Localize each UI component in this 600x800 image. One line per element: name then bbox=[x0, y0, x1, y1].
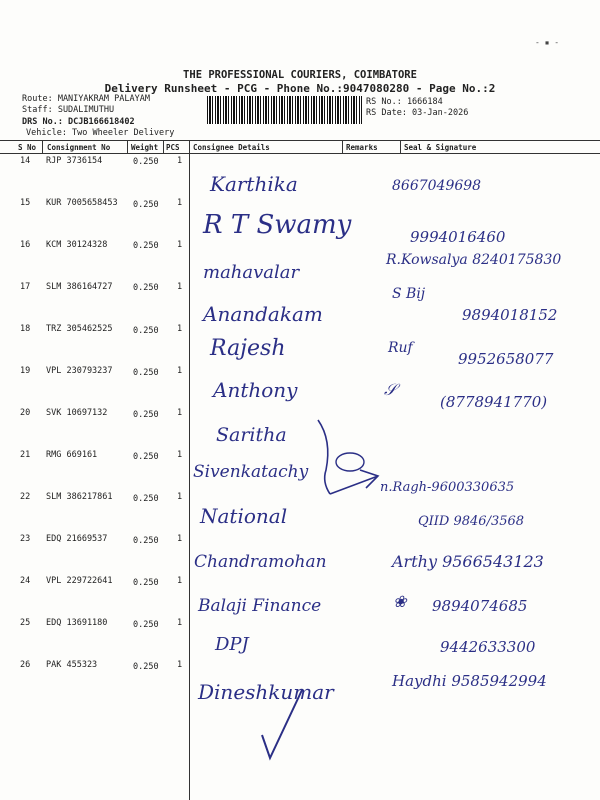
row-sno: 21 bbox=[20, 450, 31, 460]
consignee-handwriting: Anthony bbox=[213, 378, 298, 402]
row-sno: 25 bbox=[20, 618, 31, 628]
signature-handwriting: (8778941770) bbox=[440, 393, 548, 411]
row-sno: 14 bbox=[20, 156, 31, 166]
row-weight: 0.250 bbox=[133, 326, 159, 336]
consignee-handwriting: Balaji Finance bbox=[198, 596, 322, 616]
row-consignment: VPL 230793237 bbox=[46, 366, 113, 376]
row-pcs: 1 bbox=[177, 408, 183, 418]
seal-scribble: ❀ bbox=[393, 592, 407, 611]
row-consignment: SLM 386217861 bbox=[46, 492, 113, 502]
row-sno: 18 bbox=[20, 324, 31, 334]
route-label: Route: MANIYAKRAM PALAYAM bbox=[22, 94, 150, 104]
consignee-handwriting: Dineshkumar bbox=[198, 680, 334, 704]
signature-handwriting: R.Kowsalya 8240175830 bbox=[386, 252, 562, 268]
signature-handwriting: 9442633300 bbox=[440, 638, 536, 656]
row-sno: 19 bbox=[20, 366, 31, 376]
row-weight: 0.250 bbox=[133, 494, 159, 504]
row-pcs: 1 bbox=[177, 576, 183, 586]
col-consignee: Consignee Details bbox=[193, 143, 270, 152]
row-pcs: 1 bbox=[177, 156, 183, 166]
consignee-handwriting: Sivenkatachy bbox=[193, 462, 309, 482]
row-weight: 0.250 bbox=[133, 452, 159, 462]
seal-scribble: QIID 9846/3568 bbox=[418, 514, 525, 529]
seal-scribble: S Bij bbox=[392, 286, 426, 302]
signature-handwriting: 8667049698 bbox=[392, 178, 482, 194]
runsheet-subtitle: Delivery Runsheet - PCG - Phone No.:9047080280 - Page No.:2 bbox=[104, 82, 496, 95]
col-consignment: Consignment No bbox=[47, 143, 111, 152]
row-sno: 17 bbox=[20, 282, 31, 292]
rs-number: RS No.: 1666184 bbox=[366, 97, 443, 107]
drs-number: DRS No.: DCJB166618402 bbox=[22, 117, 135, 127]
checkmark-stroke bbox=[262, 690, 302, 758]
row-pcs: 1 bbox=[177, 282, 183, 292]
signature-handwriting: 9994016460 bbox=[410, 228, 506, 246]
row-consignment: RMG 669161 bbox=[46, 450, 98, 460]
row-weight: 0.250 bbox=[133, 200, 159, 210]
col-remarks: Remarks bbox=[346, 143, 378, 152]
row-weight: 0.250 bbox=[133, 241, 159, 251]
row-weight: 0.250 bbox=[133, 536, 159, 546]
col-weight: Weight bbox=[131, 143, 159, 152]
consignee-handwriting: Saritha bbox=[216, 424, 287, 446]
row-weight: 0.250 bbox=[133, 620, 159, 630]
row-consignment: VPL 229722641 bbox=[46, 576, 113, 586]
consignee-handwriting: Rajesh bbox=[210, 336, 286, 361]
row-consignment: RJP 3736154 bbox=[46, 156, 103, 166]
signature-handwriting: 9894074685 bbox=[432, 597, 528, 615]
row-consignment: SVK 10697132 bbox=[46, 408, 108, 418]
row-weight: 0.250 bbox=[133, 410, 159, 420]
circle-stroke bbox=[336, 453, 364, 471]
row-sno: 16 bbox=[20, 240, 31, 250]
col-pcs: PCS bbox=[166, 143, 180, 152]
row-pcs: 1 bbox=[177, 534, 183, 544]
signature-handwriting: n.Ragh-9600330635 bbox=[380, 480, 515, 495]
row-pcs: 1 bbox=[177, 492, 183, 502]
consignee-handwriting: mahavalar bbox=[203, 262, 300, 283]
row-weight: 0.250 bbox=[133, 368, 159, 378]
row-pcs: 1 bbox=[177, 240, 183, 250]
consignee-handwriting: DPJ bbox=[215, 634, 249, 655]
row-pcs: 1 bbox=[177, 366, 183, 376]
row-consignment: KCM 30124328 bbox=[46, 240, 108, 250]
row-sno: 20 bbox=[20, 408, 31, 418]
bracket-stroke bbox=[318, 420, 330, 494]
arrow-stroke bbox=[330, 470, 378, 494]
consignee-handwriting: Karthika bbox=[210, 172, 298, 196]
vehicle-label: Vehicle: Two Wheeler Delivery bbox=[26, 128, 175, 138]
consignee-handwriting: R T Swamy bbox=[203, 210, 352, 240]
row-sno: 24 bbox=[20, 576, 31, 586]
signature-handwriting: 9894018152 bbox=[462, 306, 558, 324]
row-sno: 15 bbox=[20, 198, 31, 208]
row-pcs: 1 bbox=[177, 198, 183, 208]
col-seal-signature: Seal & Signature bbox=[404, 143, 477, 152]
signature-handwriting: Arthy 9566543123 bbox=[392, 552, 544, 571]
rs-date: RS Date: 03-Jan-2026 bbox=[366, 108, 469, 118]
row-pcs: 1 bbox=[177, 324, 183, 334]
scan-mark: - ▪ - bbox=[535, 38, 560, 47]
row-weight: 0.250 bbox=[133, 157, 159, 167]
row-consignment: TRZ 305462525 bbox=[46, 324, 113, 334]
row-consignment: EDQ 21669537 bbox=[46, 534, 108, 544]
row-consignment: EDQ 13691180 bbox=[46, 618, 108, 628]
seal-scribble: 𝒮 bbox=[384, 380, 397, 399]
row-consignment: KUR 7005658453 bbox=[46, 198, 118, 208]
signature-handwriting: Haydhi 9585942994 bbox=[392, 672, 547, 690]
signature-handwriting: 9952658077 bbox=[458, 350, 554, 368]
row-sno: 22 bbox=[20, 492, 31, 502]
row-weight: 0.250 bbox=[133, 662, 159, 672]
row-pcs: 1 bbox=[177, 450, 183, 460]
col-sno: S No bbox=[18, 143, 37, 152]
seal-scribble: Ruf bbox=[388, 340, 413, 356]
staff-label: Staff: SUDALIMUTHU bbox=[22, 105, 115, 115]
row-pcs: 1 bbox=[177, 660, 183, 670]
consignee-handwriting: National bbox=[200, 504, 288, 528]
row-weight: 0.250 bbox=[133, 578, 159, 588]
row-pcs: 1 bbox=[177, 618, 183, 628]
company-title: THE PROFESSIONAL COURIERS, COIMBATORE bbox=[183, 69, 417, 81]
row-consignment: PAK 455323 bbox=[46, 660, 98, 670]
row-sno: 26 bbox=[20, 660, 31, 670]
consignee-handwriting: Chandramohan bbox=[194, 552, 327, 572]
row-weight: 0.250 bbox=[133, 283, 159, 293]
consignee-handwriting: Anandakam bbox=[203, 302, 323, 326]
row-consignment: SLM 386164727 bbox=[46, 282, 113, 292]
row-sno: 23 bbox=[20, 534, 31, 544]
